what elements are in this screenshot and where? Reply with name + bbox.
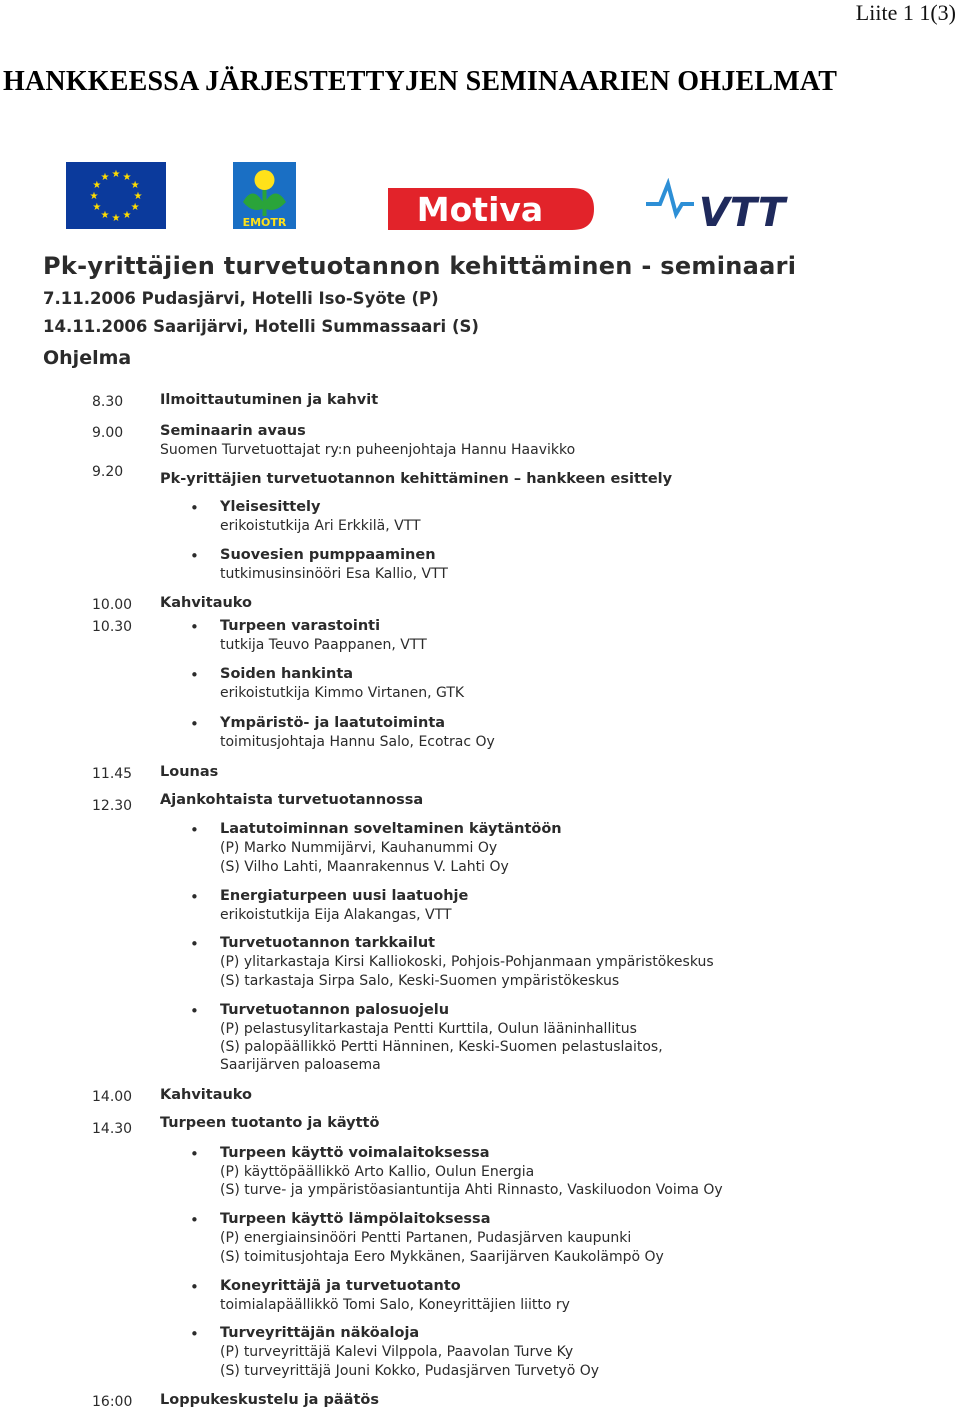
- row-time: 9.20: [92, 464, 124, 480]
- bullet-line: (S) toimitusjohtaja Eero Mykkänen, Saarijärven Kaukolämpö Oy: [220, 1249, 664, 1265]
- eu-star-icon: ★: [133, 191, 143, 202]
- bullet-title: Koneyrittäjä ja turvetuotanto: [220, 1278, 461, 1294]
- bullet-line: (P) energiainsinööri Pentti Partanen, Pudasjärven kaupunki: [220, 1230, 632, 1246]
- row-time: 10.00: [92, 597, 133, 613]
- eu-star-icon: ★: [111, 169, 121, 180]
- program-heading: Ohjelma: [43, 347, 132, 369]
- row-time: 16:00: [92, 1394, 133, 1410]
- bullet-title: Turveyrittäjän näköaloja: [220, 1325, 420, 1341]
- bullet-dot-icon: •: [190, 1278, 199, 1296]
- bullet-line: tutkimusinsinööri Esa Kallio, VTT: [220, 566, 448, 582]
- bullet-line: (S) turve- ja ympäristöasiantuntija Ahti Rinnasto, Vaskiluodon Voima Oy: [220, 1182, 723, 1198]
- bullet-line: Saarijärven paloasema: [220, 1057, 381, 1073]
- bullet-title: Suovesien pumppaaminen: [220, 547, 436, 563]
- bullet-dot-icon: •: [190, 1211, 199, 1229]
- eu-star-icon: ★: [100, 171, 110, 183]
- row-time: 8.30: [92, 394, 124, 410]
- row-title: Loppukeskustelu ja päätös: [160, 1392, 379, 1408]
- eu-star-icon: ★: [130, 202, 140, 213]
- eu-star-icon: ★: [92, 180, 102, 191]
- seminar-title: Pk-yrittäjien turvetuotannon kehittäminen - seminaari: [43, 252, 797, 280]
- bullet-title: Turvetuotannon tarkkailut: [220, 935, 436, 951]
- bullet-dot-icon: •: [190, 547, 199, 565]
- row-title: Turpeen tuotanto ja käyttö: [160, 1115, 380, 1131]
- bullet-line: erikoistutkija Kimmo Virtanen, GTK: [220, 685, 465, 701]
- bullet-dot-icon: •: [190, 715, 199, 733]
- vtt-logo-text: VTT: [698, 190, 786, 230]
- bullet-title: Laatutoiminnan soveltaminen käytäntöön: [220, 821, 562, 837]
- bullet-line: (P) Marko Nummijärvi, Kauhanummi Oy: [220, 840, 498, 856]
- bullet-title: Turpeen käyttö lämpölaitoksessa: [220, 1211, 491, 1227]
- row-time: 12.30: [92, 798, 133, 814]
- bullet-line: (P) pelastusylitarkastaja Pentti Kurttila, Oulun lääninhallitus: [220, 1021, 637, 1037]
- row-title: Kahvitauko: [160, 595, 253, 611]
- row-time: 14.30: [92, 1121, 133, 1137]
- eu-star-icon: ★: [130, 180, 140, 191]
- emotr-logo-text: EMOTR: [242, 216, 287, 229]
- bullet-line: erikoistutkija Ari Erkkilä, VTT: [220, 518, 421, 534]
- bullet-title: Yleisesittely: [220, 499, 321, 515]
- row-speaker: Suomen Turvetuottajat ry:n puheenjohtaja Hannu Haavikko: [160, 442, 576, 458]
- bullet-line: toimialapäällikkö Tomi Salo, Koneyrittäjien liitto ry: [220, 1297, 570, 1313]
- bullet-line: (P) turveyrittäjä Kalevi Vilppola, Paavolan Turve Ky: [220, 1344, 574, 1360]
- row-time: 11.45: [92, 766, 133, 782]
- bullet-dot-icon: •: [190, 935, 199, 953]
- document-title: HANKKEESSA JÄRJESTETTYJEN SEMINAARIEN OHJELMAT: [3, 66, 838, 97]
- row-title: Ajankohtaista turvetuotannossa: [160, 792, 424, 808]
- eu-star-icon: ★: [92, 202, 102, 213]
- eu-star-icon: ★: [89, 191, 99, 202]
- bullet-dot-icon: •: [190, 666, 199, 684]
- bullet-line: (S) palopäällikkö Pertti Hänninen, Keski-Suomen pelastuslaitos,: [220, 1039, 663, 1055]
- bullet-line: (S) tarkastaja Sirpa Salo, Keski-Suomen ympäristökeskus: [220, 973, 620, 989]
- bullet-title: Turpeen käyttö voimalaitoksessa: [220, 1145, 490, 1161]
- bullet-dot-icon: •: [190, 1325, 199, 1343]
- row-title: Ilmoittautuminen ja kahvit: [160, 392, 379, 408]
- bullet-dot-icon: •: [190, 888, 199, 906]
- bullet-line: tutkija Teuvo Paappanen, VTT: [220, 637, 427, 653]
- page-reference: Liite 1 1(3): [855, 0, 956, 25]
- bullet-title: Energiaturpeen uusi laatuohje: [220, 888, 469, 904]
- eu-star-icon: ★: [111, 213, 121, 224]
- bullet-line: (S) turveyrittäjä Jouni Kokko, Pudasjärven Turvetyö Oy: [220, 1363, 600, 1379]
- bullet-title: Ympäristö- ja laatutoiminta: [220, 715, 446, 731]
- row-time: 10.30: [92, 619, 133, 635]
- eu-star-icon: ★: [100, 210, 110, 222]
- bullet-line: (P) käyttöpäällikkö Arto Kallio, Oulun Energia: [220, 1164, 535, 1180]
- bullet-title: Turpeen varastointi: [220, 618, 381, 634]
- bullet-title: Turvetuotannon palosuojelu: [220, 1002, 450, 1018]
- bullet-dot-icon: •: [190, 1145, 199, 1163]
- row-title: Lounas: [160, 764, 219, 780]
- emotr-logo: [233, 162, 296, 229]
- eu-star-icon: ★: [122, 171, 132, 183]
- row-time: 14.00: [92, 1089, 133, 1105]
- bullet-dot-icon: •: [190, 821, 199, 839]
- bullet-dot-icon: •: [190, 1002, 199, 1020]
- row-time: 9.00: [92, 425, 124, 441]
- row-title: Seminaarin avaus: [160, 423, 306, 439]
- motiva-logo: [384, 188, 594, 230]
- bullet-line: erikoistutkija Eija Alakangas, VTT: [220, 907, 452, 923]
- bullet-dot-icon: •: [190, 499, 199, 517]
- bullet-line: (P) ylitarkastaja Kirsi Kalliokoski, Pohjois-Pohjanmaan ympäristökeskus: [220, 954, 714, 970]
- vtt-logo: [646, 178, 788, 230]
- row-title: Pk-yrittäjien turvetuotannon kehittäminen – hankkeen esittely: [160, 471, 673, 487]
- eu-star-icon: ★: [122, 210, 132, 222]
- logo-strip: [0, 160, 960, 235]
- bullet-line: toimitusjohtaja Hannu Salo, Ecotrac Oy: [220, 734, 495, 750]
- motiva-logo-text: Motiva: [416, 190, 544, 229]
- eu-flag-logo: [66, 162, 166, 229]
- bullet-title: Soiden hankinta: [220, 666, 354, 682]
- bullet-line: (S) Vilho Lahti, Maanrakennus V. Lahti Oy: [220, 859, 509, 875]
- row-title: Kahvitauko: [160, 1087, 253, 1103]
- seminar-date-pudasjarvi: 7.11.2006 Pudasjärvi, Hotelli Iso-Syöte (P): [43, 289, 439, 308]
- bullet-dot-icon: •: [190, 618, 199, 636]
- seminar-date-saarijarvi: 14.11.2006 Saarijärvi, Hotelli Summassaari (S): [43, 317, 479, 336]
